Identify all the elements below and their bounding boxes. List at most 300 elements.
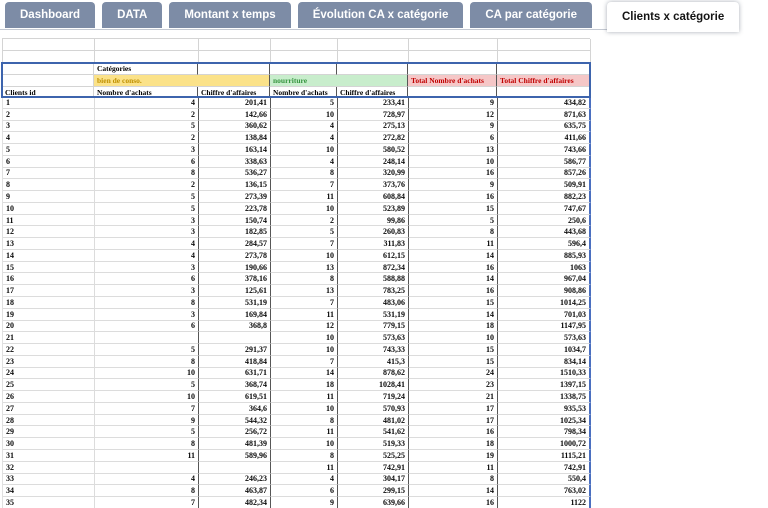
cell-ca-nourriture[interactable]: 612,15 bbox=[338, 250, 409, 262]
cell-nb-achats-bien-conso[interactable] bbox=[95, 462, 199, 474]
cell-client-id[interactable]: 18 bbox=[3, 297, 95, 309]
cell-ca-nourriture[interactable]: 523,89 bbox=[338, 203, 409, 215]
cell-total-ca[interactable]: 635,75 bbox=[498, 121, 591, 133]
cell-nb-achats-bien-conso[interactable]: 4 bbox=[95, 474, 199, 486]
cell-nb-achats-nourriture[interactable]: 10 bbox=[271, 332, 338, 344]
cell-ca-nourriture[interactable]: 373,76 bbox=[338, 179, 409, 191]
cell-nb-achats-bien-conso[interactable]: 6 bbox=[95, 156, 199, 168]
cell-nb-achats-nourriture[interactable]: 13 bbox=[271, 262, 338, 274]
cell-nb-achats-nourriture[interactable]: 10 bbox=[271, 250, 338, 262]
total-nombre-achats-header[interactable]: Total Nombre d'achats bbox=[408, 75, 497, 87]
cell-total-ca[interactable]: 834,14 bbox=[498, 356, 591, 368]
cell-nb-achats-bien-conso[interactable]: 7 bbox=[95, 497, 199, 508]
cell-client-id[interactable]: 2 bbox=[3, 109, 95, 121]
cell-nb-achats-nourriture[interactable]: 4 bbox=[271, 156, 338, 168]
cell-nb-achats-nourriture[interactable]: 8 bbox=[271, 273, 338, 285]
cell-total-ca[interactable]: 586,77 bbox=[498, 156, 591, 168]
table-row bbox=[3, 226, 590, 238]
cell-total-ca[interactable]: 1510,33 bbox=[498, 368, 591, 380]
cell-ca-bien-conso[interactable] bbox=[199, 332, 271, 344]
cell-ca-nourriture[interactable]: 573,63 bbox=[338, 332, 409, 344]
cell-total-nb-achats[interactable]: 9 bbox=[409, 121, 498, 133]
cell-ca-nourriture[interactable]: 483,06 bbox=[338, 297, 409, 309]
cell-client-id[interactable]: 26 bbox=[3, 391, 95, 403]
cell-total-nb-achats[interactable]: 10 bbox=[409, 156, 498, 168]
cell-total-nb-achats[interactable]: 13 bbox=[409, 144, 498, 156]
cell-nb-achats-nourriture[interactable]: 10 bbox=[271, 144, 338, 156]
cell-total-nb-achats[interactable]: 11 bbox=[409, 238, 498, 250]
table-row bbox=[3, 321, 590, 333]
empty-cell[interactable] bbox=[498, 39, 591, 51]
cell-total-nb-achats[interactable]: 16 bbox=[409, 262, 498, 274]
cell-total-nb-achats[interactable]: 24 bbox=[409, 368, 498, 380]
cell-total-ca[interactable]: 701,03 bbox=[498, 309, 591, 321]
cell-ca-bien-conso[interactable]: 482,34 bbox=[199, 497, 271, 508]
cell-client-id[interactable]: 4 bbox=[3, 132, 95, 144]
empty-cell[interactable] bbox=[409, 39, 498, 51]
cell-nb-achats-nourriture[interactable]: 6 bbox=[271, 485, 338, 497]
cell-ca-nourriture[interactable]: 588,88 bbox=[338, 273, 409, 285]
empty-cell[interactable] bbox=[409, 51, 498, 63]
cell-total-nb-achats[interactable]: 17 bbox=[409, 415, 498, 427]
empty-cell[interactable] bbox=[3, 51, 95, 63]
cell-nb-achats-nourriture[interactable]: 18 bbox=[271, 379, 338, 391]
cell-ca-nourriture[interactable]: 728,97 bbox=[338, 109, 409, 121]
cell-client-id[interactable]: 16 bbox=[3, 273, 95, 285]
cell-ca-bien-conso[interactable]: 163,14 bbox=[199, 144, 271, 156]
cell-nb-achats-nourriture[interactable]: 7 bbox=[271, 356, 338, 368]
cell-client-id[interactable]: 7 bbox=[3, 168, 95, 180]
cell-nb-achats-bien-conso[interactable]: 5 bbox=[95, 379, 199, 391]
cell-ca-bien-conso[interactable]: 544,32 bbox=[199, 415, 271, 427]
cell-ca-bien-conso[interactable] bbox=[199, 462, 271, 474]
cell-ca-nourriture[interactable]: 525,25 bbox=[338, 450, 409, 462]
cell-total-nb-achats[interactable]: 11 bbox=[409, 462, 498, 474]
cell-ca-bien-conso[interactable]: 138,84 bbox=[199, 132, 271, 144]
cell-ca-bien-conso[interactable]: 418,84 bbox=[199, 356, 271, 368]
cell-client-id[interactable]: 8 bbox=[3, 179, 95, 191]
cell-total-nb-achats[interactable]: 16 bbox=[409, 426, 498, 438]
table-row bbox=[3, 250, 590, 262]
cell-nb-achats-nourriture[interactable]: 11 bbox=[271, 426, 338, 438]
cell-total-nb-achats[interactable]: 6 bbox=[409, 132, 498, 144]
cell-ca-nourriture[interactable]: 415,3 bbox=[338, 356, 409, 368]
col-header-nombre-achats-1[interactable]: Nombre d'achats bbox=[94, 87, 198, 97]
empty-cell[interactable] bbox=[95, 39, 199, 51]
empty-header-cell[interactable] bbox=[337, 63, 408, 75]
cell-nb-achats-bien-conso[interactable]: 4 bbox=[95, 238, 199, 250]
cell-total-nb-achats[interactable]: 15 bbox=[409, 203, 498, 215]
table-row bbox=[3, 403, 590, 415]
cell-ca-bien-conso[interactable]: 536,27 bbox=[199, 168, 271, 180]
cell-client-id[interactable]: 19 bbox=[3, 309, 95, 321]
cell-total-ca[interactable]: 742,91 bbox=[498, 462, 591, 474]
cell-total-ca[interactable]: 1063 bbox=[498, 262, 591, 274]
cell-ca-bien-conso[interactable]: 273,39 bbox=[199, 191, 271, 203]
cell-total-ca[interactable]: 763,02 bbox=[498, 485, 591, 497]
cell-total-ca[interactable]: 747,67 bbox=[498, 203, 591, 215]
cell-client-id[interactable]: 11 bbox=[3, 215, 95, 227]
cell-total-ca[interactable]: 1115,21 bbox=[498, 450, 591, 462]
cell-total-ca[interactable]: 509,91 bbox=[498, 179, 591, 191]
cell-ca-bien-conso[interactable]: 150,74 bbox=[199, 215, 271, 227]
cell-nb-achats-nourriture[interactable]: 11 bbox=[271, 191, 338, 203]
cell-nb-achats-nourriture[interactable]: 9 bbox=[271, 497, 338, 508]
table-row bbox=[3, 415, 590, 427]
cell-total-ca[interactable]: 411,66 bbox=[498, 132, 591, 144]
cell-client-id[interactable]: 24 bbox=[3, 368, 95, 380]
cell-ca-nourriture[interactable]: 570,93 bbox=[338, 403, 409, 415]
table-row bbox=[3, 273, 590, 285]
cell-client-id[interactable]: 12 bbox=[3, 226, 95, 238]
cell-client-id[interactable]: 31 bbox=[3, 450, 95, 462]
cell-ca-nourriture[interactable]: 783,25 bbox=[338, 285, 409, 297]
col-header-chiffre-affaires-2[interactable]: Chiffre d'affaires bbox=[337, 87, 408, 97]
cell-nb-achats-bien-conso[interactable]: 11 bbox=[95, 450, 199, 462]
cell-total-nb-achats[interactable]: 16 bbox=[409, 168, 498, 180]
cell-total-nb-achats[interactable]: 14 bbox=[409, 250, 498, 262]
cell-nb-achats-bien-conso[interactable]: 5 bbox=[95, 426, 199, 438]
cell-ca-bien-conso[interactable]: 338,63 bbox=[199, 156, 271, 168]
cell-ca-bien-conso[interactable]: 246,23 bbox=[199, 474, 271, 486]
cell-total-nb-achats[interactable]: 18 bbox=[409, 438, 498, 450]
cell-total-nb-achats[interactable]: 5 bbox=[409, 215, 498, 227]
cell-ca-bien-conso[interactable]: 284,57 bbox=[199, 238, 271, 250]
cell-total-ca[interactable]: 908,86 bbox=[498, 285, 591, 297]
cell-nb-achats-nourriture[interactable]: 8 bbox=[271, 168, 338, 180]
empty-header-cell[interactable] bbox=[2, 63, 94, 75]
cell-nb-achats-bien-conso[interactable]: 3 bbox=[95, 285, 199, 297]
cell-nb-achats-bien-conso[interactable]: 8 bbox=[95, 356, 199, 368]
cell-nb-achats-nourriture[interactable]: 4 bbox=[271, 121, 338, 133]
cell-client-id[interactable]: 28 bbox=[3, 415, 95, 427]
cell-ca-bien-conso[interactable]: 136,15 bbox=[199, 179, 271, 191]
empty-header-cell[interactable] bbox=[408, 63, 497, 75]
cell-total-nb-achats[interactable]: 14 bbox=[409, 309, 498, 321]
cell-nb-achats-bien-conso[interactable]: 5 bbox=[95, 344, 199, 356]
cell-client-id[interactable]: 32 bbox=[3, 462, 95, 474]
cell-ca-nourriture[interactable]: 878,62 bbox=[338, 368, 409, 380]
cell-total-nb-achats[interactable]: 10 bbox=[409, 332, 498, 344]
empty-header-cell[interactable] bbox=[2, 75, 94, 87]
cell-client-id[interactable]: 25 bbox=[3, 379, 95, 391]
empty-cell[interactable] bbox=[338, 39, 409, 51]
table-row bbox=[3, 391, 590, 403]
table-row bbox=[3, 179, 590, 191]
table-row bbox=[3, 474, 590, 486]
cell-nb-achats-nourriture[interactable]: 12 bbox=[271, 321, 338, 333]
cell-ca-nourriture[interactable]: 519,33 bbox=[338, 438, 409, 450]
cell-ca-nourriture[interactable]: 304,17 bbox=[338, 474, 409, 486]
cell-client-id[interactable]: 34 bbox=[3, 485, 95, 497]
cell-ca-nourriture[interactable]: 580,52 bbox=[338, 144, 409, 156]
group-nourriture[interactable]: nourriture bbox=[270, 75, 408, 87]
cell-total-nb-achats[interactable]: 21 bbox=[409, 391, 498, 403]
cell-client-id[interactable]: 33 bbox=[3, 474, 95, 486]
cell-total-ca[interactable]: 443,68 bbox=[498, 226, 591, 238]
cell-nb-achats-nourriture[interactable]: 11 bbox=[271, 462, 338, 474]
cell-ca-nourriture[interactable]: 1028,41 bbox=[338, 379, 409, 391]
cell-total-ca[interactable]: 434,82 bbox=[498, 97, 591, 109]
cell-nb-achats-bien-conso[interactable]: 2 bbox=[95, 132, 199, 144]
cell-nb-achats-bien-conso[interactable]: 3 bbox=[95, 144, 199, 156]
cell-ca-bien-conso[interactable]: 619,51 bbox=[199, 391, 271, 403]
cell-ca-bien-conso[interactable]: 368,74 bbox=[199, 379, 271, 391]
cell-nb-achats-nourriture[interactable]: 11 bbox=[271, 391, 338, 403]
tab-dashboard[interactable]: Dashboard bbox=[5, 2, 95, 28]
cell-ca-bien-conso[interactable]: 273,78 bbox=[199, 250, 271, 262]
cell-nb-achats-bien-conso[interactable]: 3 bbox=[95, 215, 199, 227]
cell-client-id[interactable]: 17 bbox=[3, 285, 95, 297]
table-row bbox=[3, 332, 590, 344]
cell-ca-bien-conso[interactable]: 360,62 bbox=[199, 121, 271, 133]
cell-ca-bien-conso[interactable]: 223,78 bbox=[199, 203, 271, 215]
tab-ca-par-categorie[interactable]: CA par catégorie bbox=[470, 2, 592, 28]
cell-total-ca[interactable]: 550,4 bbox=[498, 474, 591, 486]
cell-ca-bien-conso[interactable]: 182,85 bbox=[199, 226, 271, 238]
cell-total-ca[interactable]: 743,66 bbox=[498, 144, 591, 156]
cell-total-nb-achats[interactable]: 12 bbox=[409, 109, 498, 121]
cell-ca-nourriture[interactable]: 872,34 bbox=[338, 262, 409, 274]
cell-ca-bien-conso[interactable]: 256,72 bbox=[199, 426, 271, 438]
cell-client-id[interactable]: 20 bbox=[3, 321, 95, 333]
cell-ca-nourriture[interactable]: 272,82 bbox=[338, 132, 409, 144]
cell-ca-nourriture[interactable]: 275,13 bbox=[338, 121, 409, 133]
cell-total-ca[interactable]: 1014,25 bbox=[498, 297, 591, 309]
cell-client-id[interactable]: 1 bbox=[3, 97, 95, 109]
cell-ca-bien-conso[interactable]: 169,84 bbox=[199, 309, 271, 321]
cell-total-nb-achats[interactable]: 9 bbox=[409, 97, 498, 109]
cell-ca-nourriture[interactable]: 742,91 bbox=[338, 462, 409, 474]
tab-clients-x-categorie[interactable]: Clients x catégorie bbox=[607, 2, 739, 32]
cell-total-nb-achats[interactable]: 15 bbox=[409, 297, 498, 309]
cell-ca-bien-conso[interactable]: 631,71 bbox=[199, 368, 271, 380]
cell-nb-achats-bien-conso[interactable]: 8 bbox=[95, 297, 199, 309]
empty-header-cell[interactable] bbox=[198, 63, 270, 75]
cell-client-id[interactable]: 6 bbox=[3, 156, 95, 168]
cell-total-nb-achats[interactable]: 19 bbox=[409, 450, 498, 462]
cell-nb-achats-bien-conso[interactable]: 5 bbox=[95, 191, 199, 203]
cell-nb-achats-nourriture[interactable]: 10 bbox=[271, 438, 338, 450]
cell-nb-achats-bien-conso[interactable]: 2 bbox=[95, 109, 199, 121]
cell-client-id[interactable]: 21 bbox=[3, 332, 95, 344]
cell-nb-achats-bien-conso[interactable] bbox=[95, 332, 199, 344]
cell-nb-achats-nourriture[interactable]: 10 bbox=[271, 203, 338, 215]
cell-ca-bien-conso[interactable]: 364,6 bbox=[199, 403, 271, 415]
cell-ca-nourriture[interactable]: 299,15 bbox=[338, 485, 409, 497]
cell-client-id[interactable]: 29 bbox=[3, 426, 95, 438]
cell-nb-achats-nourriture[interactable]: 10 bbox=[271, 109, 338, 121]
cell-nb-achats-bien-conso[interactable]: 8 bbox=[95, 485, 199, 497]
cell-ca-nourriture[interactable]: 541,62 bbox=[338, 426, 409, 438]
cell-total-nb-achats[interactable]: 18 bbox=[409, 321, 498, 333]
cell-ca-nourriture[interactable]: 248,14 bbox=[338, 156, 409, 168]
cell-nb-achats-bien-conso[interactable]: 5 bbox=[95, 121, 199, 133]
cell-ca-bien-conso[interactable]: 368,8 bbox=[199, 321, 271, 333]
cell-ca-bien-conso[interactable]: 201,41 bbox=[199, 97, 271, 109]
cell-total-ca[interactable]: 1338,75 bbox=[498, 391, 591, 403]
cell-ca-nourriture[interactable]: 779,15 bbox=[338, 321, 409, 333]
cell-total-ca[interactable]: 882,23 bbox=[498, 191, 591, 203]
empty-header-cell[interactable] bbox=[408, 87, 497, 97]
tab-data[interactable]: DATA bbox=[102, 2, 162, 28]
cell-ca-nourriture[interactable]: 311,83 bbox=[338, 238, 409, 250]
empty-cell[interactable] bbox=[338, 51, 409, 63]
cell-client-id[interactable]: 27 bbox=[3, 403, 95, 415]
cell-nb-achats-bien-conso[interactable]: 10 bbox=[95, 368, 199, 380]
cell-total-nb-achats[interactable]: 14 bbox=[409, 273, 498, 285]
cell-total-nb-achats[interactable]: 16 bbox=[409, 285, 498, 297]
cell-total-ca[interactable]: 1034,7 bbox=[498, 344, 591, 356]
cell-total-ca[interactable]: 798,34 bbox=[498, 426, 591, 438]
cell-ca-nourriture[interactable]: 481,02 bbox=[338, 415, 409, 427]
col-header-nombre-achats-2[interactable]: Nombre d'achats bbox=[270, 87, 337, 97]
table-body bbox=[2, 97, 590, 508]
cell-nb-achats-bien-conso[interactable]: 8 bbox=[95, 168, 199, 180]
cell-total-nb-achats[interactable]: 8 bbox=[409, 226, 498, 238]
cell-client-id[interactable]: 5 bbox=[3, 144, 95, 156]
cell-ca-nourriture[interactable]: 260,83 bbox=[338, 226, 409, 238]
cell-total-ca[interactable]: 871,63 bbox=[498, 109, 591, 121]
cell-total-ca[interactable]: 1000,72 bbox=[498, 438, 591, 450]
cell-nb-achats-nourriture[interactable]: 7 bbox=[271, 179, 338, 191]
cell-client-id[interactable]: 9 bbox=[3, 191, 95, 203]
cell-nb-achats-nourriture[interactable]: 2 bbox=[271, 215, 338, 227]
cell-nb-achats-nourriture[interactable]: 5 bbox=[271, 97, 338, 109]
cell-total-ca[interactable]: 1122 bbox=[498, 497, 591, 508]
total-chiffre-affaires-header[interactable]: Total Chiffre d'affaires bbox=[497, 75, 590, 87]
cell-client-id[interactable]: 14 bbox=[3, 250, 95, 262]
cell-client-id[interactable]: 15 bbox=[3, 262, 95, 274]
cell-total-ca[interactable]: 250,6 bbox=[498, 215, 591, 227]
table-row bbox=[3, 368, 590, 380]
cell-total-nb-achats[interactable]: 17 bbox=[409, 403, 498, 415]
cell-total-nb-achats[interactable]: 8 bbox=[409, 474, 498, 486]
cell-total-nb-achats[interactable]: 15 bbox=[409, 344, 498, 356]
cell-nb-achats-bien-conso[interactable]: 9 bbox=[95, 415, 199, 427]
col-header-clients-id[interactable]: Clients id bbox=[2, 87, 94, 97]
empty-cell[interactable] bbox=[271, 51, 338, 63]
cell-nb-achats-nourriture[interactable]: 8 bbox=[271, 415, 338, 427]
table-row bbox=[3, 485, 590, 497]
cell-ca-bien-conso[interactable]: 291,37 bbox=[199, 344, 271, 356]
empty-cell[interactable] bbox=[498, 51, 591, 63]
cell-ca-bien-conso[interactable]: 589,96 bbox=[199, 450, 271, 462]
cell-nb-achats-bien-conso[interactable]: 7 bbox=[95, 403, 199, 415]
empty-cell[interactable] bbox=[271, 39, 338, 51]
cell-total-nb-achats[interactable]: 14 bbox=[409, 485, 498, 497]
cell-nb-achats-nourriture[interactable]: 10 bbox=[271, 344, 338, 356]
cell-nb-achats-bien-conso[interactable]: 10 bbox=[95, 391, 199, 403]
empty-header-cell[interactable] bbox=[497, 87, 590, 97]
cell-ca-nourriture[interactable]: 531,19 bbox=[338, 309, 409, 321]
cell-client-id[interactable]: 35 bbox=[3, 497, 95, 508]
group-bien-de-conso[interactable]: bien de conso. bbox=[94, 75, 270, 87]
empty-cell[interactable] bbox=[3, 39, 95, 51]
cell-total-ca[interactable]: 857,26 bbox=[498, 168, 591, 180]
empty-header-cell[interactable] bbox=[497, 63, 590, 75]
cell-nb-achats-nourriture[interactable]: 4 bbox=[271, 474, 338, 486]
cell-nb-achats-nourriture[interactable]: 8 bbox=[271, 450, 338, 462]
cell-ca-bien-conso[interactable]: 142,66 bbox=[199, 109, 271, 121]
empty-header-cell[interactable] bbox=[270, 63, 337, 75]
cell-ca-nourriture[interactable]: 743,33 bbox=[338, 344, 409, 356]
cell-ca-bien-conso[interactable]: 481,39 bbox=[199, 438, 271, 450]
cell-total-nb-achats[interactable]: 16 bbox=[409, 191, 498, 203]
cell-nb-achats-bien-conso[interactable]: 6 bbox=[95, 273, 199, 285]
cell-total-ca[interactable]: 573,63 bbox=[498, 332, 591, 344]
col-header-chiffre-affaires-1[interactable]: Chiffre d'affaires bbox=[198, 87, 270, 97]
cell-ca-nourriture[interactable]: 719,24 bbox=[338, 391, 409, 403]
cell-nb-achats-nourriture[interactable]: 7 bbox=[271, 238, 338, 250]
cell-client-id[interactable]: 10 bbox=[3, 203, 95, 215]
cell-ca-nourriture[interactable]: 233,41 bbox=[338, 97, 409, 109]
empty-cell[interactable] bbox=[95, 51, 199, 63]
cell-nb-achats-bien-conso[interactable]: 3 bbox=[95, 226, 199, 238]
cell-ca-nourriture[interactable]: 99,86 bbox=[338, 215, 409, 227]
cell-total-nb-achats[interactable]: 9 bbox=[409, 179, 498, 191]
cell-total-ca[interactable]: 885,93 bbox=[498, 250, 591, 262]
cell-client-id[interactable]: 3 bbox=[3, 121, 95, 133]
cell-nb-achats-nourriture[interactable]: 14 bbox=[271, 368, 338, 380]
cell-total-ca[interactable]: 935,53 bbox=[498, 403, 591, 415]
cell-nb-achats-bien-conso[interactable]: 2 bbox=[95, 179, 199, 191]
cell-client-id[interactable]: 23 bbox=[3, 356, 95, 368]
empty-cell[interactable] bbox=[199, 39, 271, 51]
cell-ca-nourriture[interactable]: 608,84 bbox=[338, 191, 409, 203]
cell-client-id[interactable]: 30 bbox=[3, 438, 95, 450]
table-header bbox=[2, 63, 590, 97]
cell-nb-achats-nourriture[interactable]: 11 bbox=[271, 309, 338, 321]
cell-total-ca[interactable]: 596,4 bbox=[498, 238, 591, 250]
cell-total-ca[interactable]: 967,04 bbox=[498, 273, 591, 285]
table-row bbox=[3, 144, 590, 156]
cell-ca-nourriture[interactable]: 639,66 bbox=[338, 497, 409, 508]
cell-nb-achats-nourriture[interactable]: 4 bbox=[271, 132, 338, 144]
cell-client-id[interactable]: 22 bbox=[3, 344, 95, 356]
cell-nb-achats-bien-conso[interactable]: 6 bbox=[95, 321, 199, 333]
cell-ca-bien-conso[interactable]: 378,16 bbox=[199, 273, 271, 285]
cell-total-nb-achats[interactable]: 23 bbox=[409, 379, 498, 391]
cell-client-id[interactable]: 13 bbox=[3, 238, 95, 250]
cell-total-nb-achats[interactable]: 16 bbox=[409, 497, 498, 508]
cell-ca-bien-conso[interactable]: 190,66 bbox=[199, 262, 271, 274]
cell-nb-achats-bien-conso[interactable]: 3 bbox=[95, 262, 199, 274]
cell-nb-achats-bien-conso[interactable]: 5 bbox=[95, 203, 199, 215]
cell-total-ca[interactable]: 1397,15 bbox=[498, 379, 591, 391]
cell-nb-achats-bien-conso[interactable]: 3 bbox=[95, 309, 199, 321]
cell-nb-achats-nourriture[interactable]: 7 bbox=[271, 297, 338, 309]
cell-nb-achats-bien-conso[interactable]: 4 bbox=[95, 97, 199, 109]
tab-montant-x-temps[interactable]: Montant x temps bbox=[169, 2, 290, 28]
cell-ca-bien-conso[interactable]: 531,19 bbox=[199, 297, 271, 309]
cell-nb-achats-nourriture[interactable]: 10 bbox=[271, 403, 338, 415]
categories-label[interactable]: Catégories bbox=[94, 63, 198, 75]
cell-nb-achats-bien-conso[interactable]: 4 bbox=[95, 250, 199, 262]
cell-total-ca[interactable]: 1025,34 bbox=[498, 415, 591, 427]
table-row bbox=[3, 379, 590, 391]
tab-evolution-ca-x-categorie[interactable]: Évolution CA x catégorie bbox=[298, 2, 464, 28]
cell-nb-achats-nourriture[interactable]: 13 bbox=[271, 285, 338, 297]
cell-ca-nourriture[interactable]: 320,99 bbox=[338, 168, 409, 180]
empty-cell[interactable] bbox=[199, 51, 271, 63]
cell-total-ca[interactable]: 1147,95 bbox=[498, 321, 591, 333]
cell-ca-bien-conso[interactable]: 463,87 bbox=[199, 485, 271, 497]
cell-ca-bien-conso[interactable]: 125,61 bbox=[199, 285, 271, 297]
cell-total-nb-achats[interactable]: 15 bbox=[409, 356, 498, 368]
cell-nb-achats-nourriture[interactable]: 5 bbox=[271, 226, 338, 238]
cell-nb-achats-bien-conso[interactable]: 8 bbox=[95, 438, 199, 450]
